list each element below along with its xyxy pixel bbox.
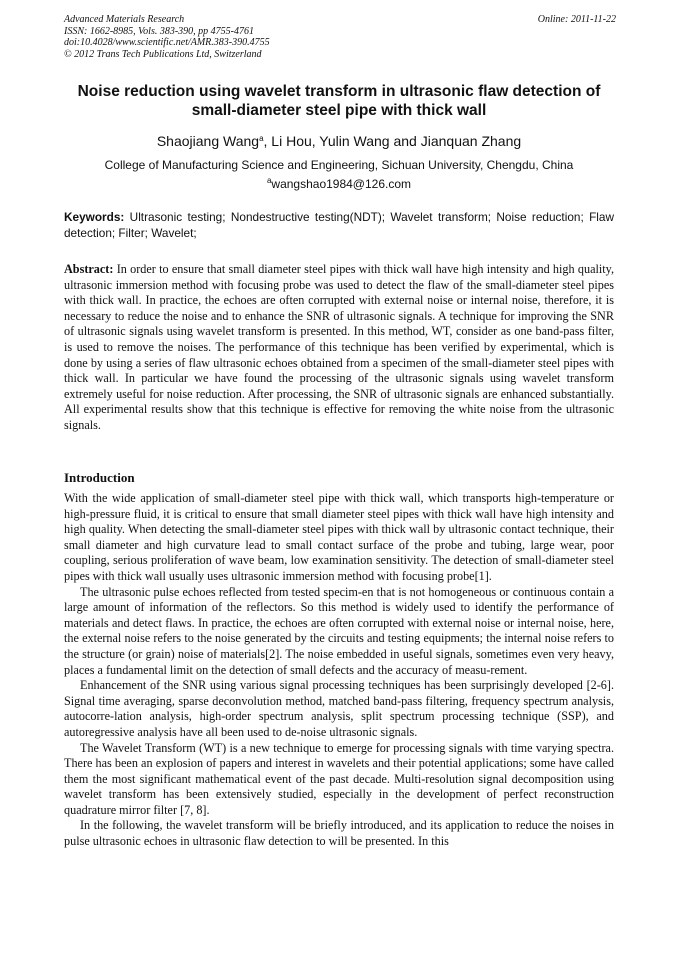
email-address: wangshao1984@126.com	[271, 177, 412, 191]
affiliation: College of Manufacturing Science and Engineering, Sichuan University, Chengdu, China	[104, 158, 574, 172]
online-date: Online: 2011-11-22	[537, 14, 616, 25]
other-authors: , Li Hou, Yulin Wang and Jianquan Zhang	[263, 133, 522, 149]
paper-title	[50, 82, 628, 120]
section-heading-introduction: Introduction	[64, 470, 135, 485]
first-author: Shaojiang Wang	[156, 133, 260, 149]
author-list	[50, 133, 628, 150]
issn-line: ISSN: 1662-8985, Vols. 383-390, pp 4755-4761	[64, 25, 254, 37]
introduction-body	[64, 491, 614, 850]
abstract	[64, 262, 614, 434]
journal-header	[64, 14, 616, 60]
paragraph: Enhancement of the SNR using various signal processing techniques has been surprisingly developed [2-6]. Signal time averaging, sparse deconvolution method, matched band-pass filtering, frequency spectrum analysis, autocorre-lation analysis, high-order spectrum analysis, split spectrum processing technique (SSP), and autoregressive analysis have all been used to de-noise ultrasonic signals.	[64, 678, 614, 739]
paragraph: With the wide application of small-diameter steel pipe with thick wall, which transports high-temperature or high-pressure fluid, it is critical to ensure that small diameter steel pipes with thick wall have high intensity and high quality. When detecting the small-diameter steel pipes with thick wall by ultrasonic contact technique, their small diameter and high curvature lead to small contact surface of the probe and tubing, large wear, poor coupling, serious proliferation of wave beam, low examination sensitivity. The detection of small-diameter steel pipes with thick wall usually uses ultrasonic immersion method with focusing probe[1].	[64, 491, 614, 583]
keywords-label: Keywords:	[64, 210, 125, 224]
email-superscript: a	[266, 176, 272, 185]
copyright-line: © 2012 Trans Tech Publications Ltd, Switzerland	[64, 48, 262, 60]
paragraph: In the following, the wavelet transform will be briefly introduced, and its application to reduce the noises in pulse ultrasonic echoes in ultrasonic flaw detection to will be presented. In this	[64, 818, 614, 849]
doi-line: doi:10.4028/www.scientific.net/AMR.383-390.4755	[64, 37, 270, 49]
paragraph: The ultrasonic pulse echoes reflected from tested specim-en that is not homogeneous or continuous contain a large amount of information of the reflectors. So this method is widely used to identify the performance of materials and detect flaws. In practice, the echoes are often corrupted with external noise or internal noise, here, the external noise refers to the noise generated by the circuits and testing equipments; the internal noise refers to the structure (or grain) noise of materials[2]. The noise embedded in useful signals, sometimes even very heavy, places a fundamental limit on the detection of small defects and the accuracy of measu-rement.	[64, 584, 614, 677]
keywords-text: Ultrasonic testing; Nondestructive testing(NDT); Wavelet transform; Noise reduction; Flaw detection; Filter; Wavelet;	[64, 210, 614, 240]
abstract-label: Abstract:	[64, 262, 114, 276]
abstract-text: In order to ensure that small diameter steel pipes with thick wall have high intensity and high quality, ultrasonic immersion method with focusing probe was used to detect the flaw of the small-diameter steel pipes with thick wall. In practice, the echoes are often corrupted with external noise or internal noise, therefore, it is necessary to reduce the noise and to enhance the SNR of ultrasonic signals. A technique for improving the SNR of ultrasonic signals using wavelet transform is presented. In this method, WT, consider as one band-pass filter, is used to remove the noises. The performance of this technique has been verified by experimental, which is done by using a series of flaw ultrasonic echoes obtained from a specimen of the small-diameter steel pipes with thick wall. In particular we have found the processing of the ultrasonic signals using wavelet transform extremely useful for noise reduction. After processing, the SNR of ultrasonic signals are enhanced substantially. All experimental results show that this technique is effective for removing the white noise from the ultrasonic signals.	[64, 262, 614, 432]
author-superscript: a	[259, 134, 264, 143]
journal-name: Advanced Materials Research	[64, 14, 185, 25]
keywords	[64, 210, 614, 241]
title-line-1: Noise reduction using wavelet transform in ultrasonic flaw detection of	[77, 83, 601, 100]
author-email	[50, 177, 628, 191]
paragraph: The Wavelet Transform (WT) is a new technique to emerge for processing signals with time varying spectra. There has been an explosion of papers and interest in wavelets and their potential applications; some have called them the most significant mathematical event of the past decade. Multi-resolution signal decomposition using wavelet transform has been extensively studied, especially in the development of perfect reconstruction quadrature mirror filter [7, 8].	[64, 740, 614, 817]
title-line-2: small-diameter steel pipe with thick wall	[191, 102, 487, 119]
